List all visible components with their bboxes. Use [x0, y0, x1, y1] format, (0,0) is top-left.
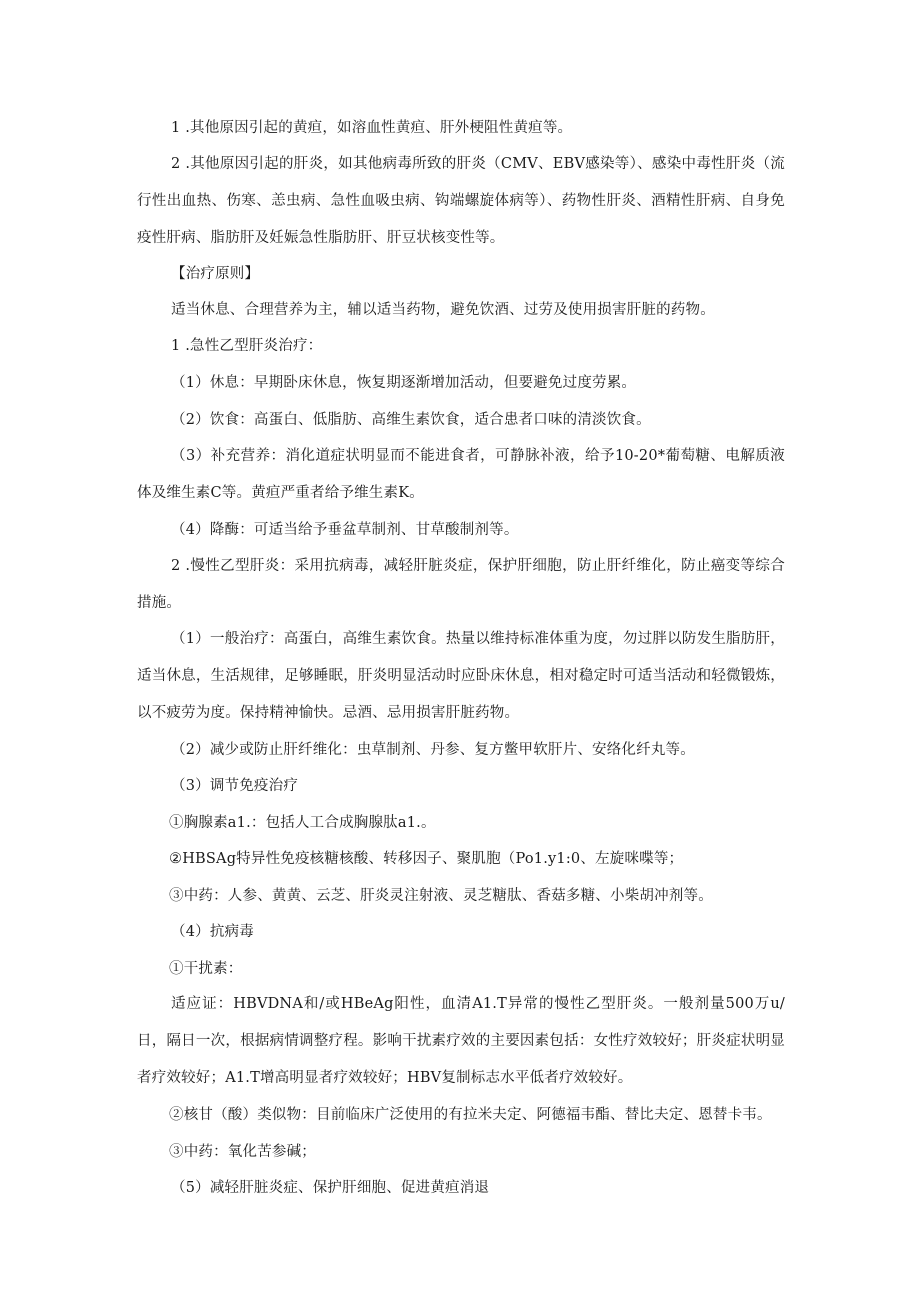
paragraph-hbsag: ②HBSAg特异性免疫核糖核酸、转移因子、聚肌胞（Po1.y1:0、左旋咪喋等； [169, 851, 684, 867]
paragraph-interferon-indication: 适应证：HBVDNA和/或HBeAg阳性，血清A1.T异常的慢性乙型肝炎。一般剂量500万u/日，隔日一次，根据病情调整疗程。影响干扰素疗效的主要因素包括：女性疗效较好；肝炎症状明显者疗效较好；A1.T增高明显者疗效较好；HBV复制标志水平低者疗效较好。 [137, 996, 785, 1086]
paragraph-liver-protection: （5）减轻肝脏炎症、保护肝细胞、促进黄疸消退 [171, 1180, 490, 1196]
paragraph-enzyme: （4）降酶：可适当给予垂盆草制剂、甘草酸制剂等。 [171, 522, 519, 538]
paragraph-acute-hb-title: 1 .急性乙型肝炎治疗： [171, 338, 323, 354]
paragraph-nucleoside: ②核甘（酸）类似物：目前临床广泛使用的有拉米夫定、阿德福韦酯、替比夫定、恩替卡韦。 [169, 1107, 772, 1123]
paragraph-nutrition: （3）补充营养：消化道症状明显而不能进食者，可静脉补液，给予10-20*葡萄糖、电解质液体及维生素C等。黄疸严重者给予维生素K。 [137, 448, 785, 501]
paragraph-jaundice-causes: 1 .其他原因引起的黄疸，如溶血性黄疸、肝外梗阻性黄疸等。 [171, 120, 573, 136]
paragraph-rest: （1）休息：早期卧床休息，恢复期逐渐增加活动，但要避免过度劳累。 [171, 375, 637, 391]
paragraph-matrine: ③中药：氧化苦参碱； [169, 1144, 316, 1160]
paragraph-general-treatment: （1）一般治疗：高蛋白，高维生素饮食。热量以维持标准体重为度，勿过胖以防发生脂肪肝，适当休息，生活规律，足够睡眠，肝炎明显活动时应卧床休息，相对稳定时可适当活动和轻微锻炼，以不疲劳为度。保持精神愉快。忌酒、忌用损害肝脏药物。 [137, 631, 785, 721]
paragraph-diet: （2）饮食：高蛋白、低脂肪、高维生素饮食，适合患者口味的清淡饮食。 [171, 412, 651, 428]
paragraph-thymosin: ①胸腺素a1.：包括人工合成胸腺肽a1.。 [169, 815, 436, 831]
paragraph-antiviral-title: （4）抗病毒 [171, 924, 254, 940]
paragraph-general-principle: 适当休息、合理营养为主，辅以适当药物，避免饮酒、过劳及使用损害肝脏的药物。 [171, 302, 715, 318]
paragraph-chronic-hb: 2 .慢性乙型肝炎：采用抗病毒，减轻肝脏炎症，保护肝细胞，防止肝纤维化，防止癌变等综合措施。 [137, 558, 785, 611]
section-heading-treatment: 【治疗原则】 [171, 266, 260, 282]
paragraph-other-hepatitis: 2 .其他原因引起的肝炎，如其他病毒所致的肝炎（CMV、EBV感染等）、感染中毒性肝炎（流行性出血热、伤寒、恙虫病、急性血吸虫病、钩端螺旋体病等）、药物性肝炎、酒精性肝病、自身免疫性肝病、脂肪肝及妊娠急性脂肪肝、肝豆状核变性等。 [137, 156, 785, 246]
paragraph-fibrosis: （2）减少或防止肝纤维化：虫草制剂、丹参、复方鳖甲软肝片、安络化纤丸等。 [171, 742, 695, 758]
paragraph-tcm-immune: ③中药：人参、黄黄、云芝、肝炎灵注射液、灵芝糖肽、香菇多糖、小柴胡冲剂等。 [169, 888, 713, 904]
paragraph-immune-title: （3）调节免疫治疗 [171, 778, 299, 794]
paragraph-interferon-title: ①干扰素： [169, 961, 243, 977]
